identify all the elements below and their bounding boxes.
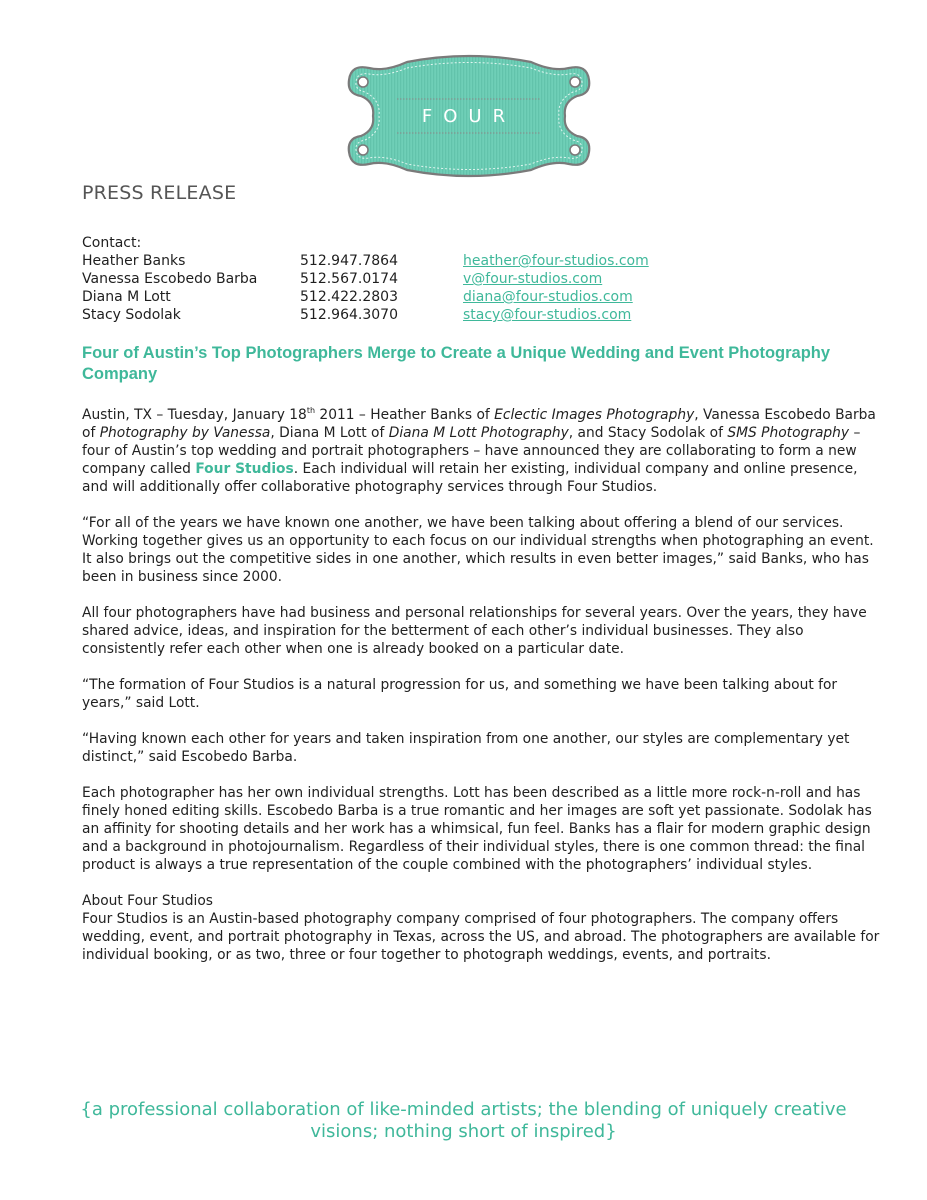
headline: Four of Austin’s Top Photographers Merge to Create a Unique Wedding and Event Photography Company (82, 344, 831, 383)
about-section (82, 892, 887, 964)
contact-name: Stacy Sodolak (82, 307, 181, 323)
contact-row (82, 270, 649, 288)
quote-paragraph-banks: “For all of the years we have known one another, we have been talking about offering a blend of our services. Working together gives us an opportunity to each focus on our individual strengths when photographing an event. It also brings out the competitive sides in one another, which results in even better images,” said Banks, who has been in business since 2000. (82, 515, 874, 585)
company-name: Four Studios (195, 461, 294, 477)
logo-ornament-top-left (358, 77, 368, 87)
contact-name: Diana M Lott (82, 289, 171, 305)
contact-email-link[interactable]: stacy@four-studios.com (463, 307, 632, 323)
logo-ornament-bottom-right (570, 145, 580, 155)
press-release-body (82, 406, 887, 964)
contact-name: Vanessa Escobedo Barba (82, 271, 258, 287)
four-studios-logo (337, 52, 601, 180)
press-release-title: PRESS RELEASE (82, 182, 237, 204)
quote-paragraph-lott: “The formation of Four Studios is a natural progression for us, and something we have been talking about for years,” said Lott. (82, 677, 838, 711)
logo-ornament-bottom-left (358, 145, 368, 155)
relationships-paragraph: All four photographers have had business and personal relationships for several years. Over the years, they have shared advice, ideas, and inspiration for the betterment of each other’s individual businesses. They also consistently refer each other when one is already booked on a particular date. (82, 605, 867, 657)
about-text: Four Studios is an Austin-based photography company comprised of four photographers. The company offers wedding, event, and portrait photography in Texas, across the US, and abroad. The photographers are available for individual booking, or as two, three or four together to photograph weddings, events, and portraits. (82, 911, 880, 963)
contact-phone: 512.964.3070 (300, 307, 398, 323)
contact-label: Contact: (82, 235, 142, 251)
contact-email-link[interactable]: diana@four-studios.com (463, 289, 633, 305)
quote-paragraph-escobedo-barba: “Having known each other for years and taken inspiration from one another, our styles are complementary yet distinct,” said Escobedo Barba. (82, 731, 850, 765)
intro-paragraph: Austin, TX – Tuesday, January 18th 2011 – Heather Banks of Eclectic Images Photography, Vanessa Escobedo Barba of Photography by Vanessa, Diana M Lott of Diana M Lott Photography, and Stacy Sodolak of SMS Photography – four of Austin’s top wedding and portrait photographers – have announced they are collaborating to form a new company called Four Studios. Each individual will retain her existing, individual company and online presence, and will additionally offer collaborative photography services through Four Studios. (82, 406, 876, 495)
strengths-paragraph: Each photographer has her own individual strengths. Lott has been described as a little more rock-n-roll and has finely honed editing skills. Escobedo Barba is a true romantic and her images are soft yet passionate. Sodolak has an affinity for shooting details and her work has a whimsical, fun feel. Banks has a flair for modern graphic design and a background in photojournalism. Regardless of their individual styles, there is one common thread: the final product is always a true representation of the couple combined with the photographers’ individual styles. (82, 785, 872, 873)
contact-name: Heather Banks (82, 253, 186, 269)
tagline: {a professional collaboration of like-minded artists; the blending of uniquely creative visions; nothing short of inspired} (80, 1099, 847, 1142)
logo-ornament-top-right (570, 77, 580, 87)
contact-row (82, 288, 649, 306)
contact-email-link[interactable]: heather@four-studios.com (463, 253, 649, 269)
contact-row (82, 306, 649, 324)
contact-phone: 512.947.7864 (300, 253, 398, 269)
contact-block (82, 234, 649, 324)
contact-phone: 512.422.2803 (300, 289, 398, 305)
contact-row (82, 252, 649, 270)
about-heading: About Four Studios (82, 893, 213, 909)
contact-phone: 512.567.0174 (300, 271, 398, 287)
contact-email-link[interactable]: v@four-studios.com (463, 271, 603, 287)
logo-text: FOUR (421, 106, 517, 127)
